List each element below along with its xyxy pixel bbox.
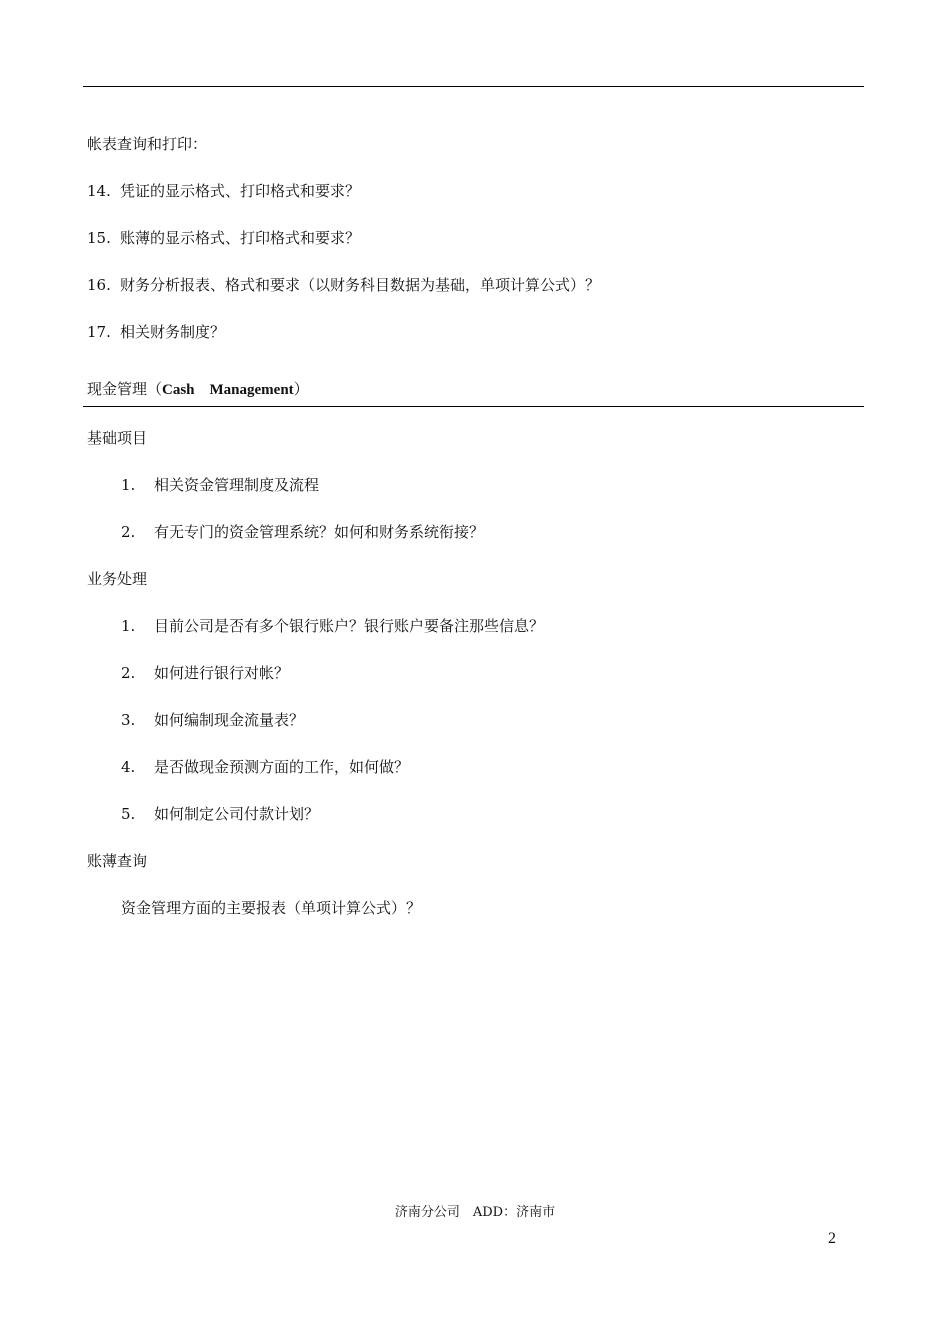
cash-management-title-en: Cash Management: [162, 382, 294, 398]
list-item-text: 是否做现金预测方面的工作，如何做？: [154, 758, 410, 776]
ledger-query-text: 资金管理方面的主要报表（单项计算公式）？: [121, 899, 422, 917]
list-item-text: 相关财务制度？: [120, 323, 226, 341]
header-rule: [83, 86, 864, 87]
list-item-text: 财务分析报表、格式和要求（以财务科目数据为基础，单项计算公式）？: [120, 276, 601, 294]
section-heading-business: 业务处理: [87, 570, 148, 588]
list-item-number: 14.: [87, 182, 111, 200]
list-item-number: 17.: [87, 323, 111, 341]
list-item: [121, 475, 319, 495]
section-rule: [83, 406, 864, 407]
list-item: [121, 663, 289, 683]
list-item: [87, 275, 600, 295]
section-heading-report-query: 帐表查询和打印：: [87, 135, 208, 153]
list-item: [121, 710, 304, 730]
list-item: [87, 228, 360, 248]
list-item-number: 16.: [87, 276, 111, 294]
list-item: [87, 322, 225, 342]
list-item-text: 如何编制现金流量表？: [154, 711, 305, 729]
list-item-text: 如何进行银行对帐？: [154, 664, 290, 682]
cash-management-heading: [87, 379, 309, 399]
list-item-number: 1.: [121, 617, 136, 635]
page-number: 2: [828, 1230, 836, 1247]
list-item: [87, 181, 360, 201]
section-heading-ledger-query: 账薄查询: [87, 852, 148, 870]
list-item-text: 有无专门的资金管理系统？如何和财务系统衔接？: [154, 523, 485, 541]
section-heading-basic-items: 基础项目: [87, 429, 148, 447]
cash-management-title-close: ）: [293, 380, 309, 398]
list-item-number: 15.: [87, 229, 111, 247]
list-item-text: 如何制定公司付款计划？: [154, 805, 320, 823]
list-item-number: 3.: [121, 711, 136, 729]
list-item: [121, 616, 544, 636]
list-item-number: 5.: [121, 805, 136, 823]
list-item-number: 2.: [121, 523, 136, 541]
list-item: [121, 804, 319, 824]
list-item: [121, 757, 409, 777]
list-item-text: 目前公司是否有多个银行账户？银行账户要备注那些信息？: [154, 617, 545, 635]
cash-management-title-cn: 现金管理（: [87, 380, 163, 398]
list-item-number: 1.: [121, 476, 136, 494]
list-item-number: 2.: [121, 664, 136, 682]
list-item: [121, 522, 484, 542]
list-item-number: 4.: [121, 758, 136, 776]
page-footer: 济南分公司 ADD：济南市: [394, 1205, 556, 1220]
list-item-text: 凭证的显示格式、打印格式和要求？: [120, 182, 361, 200]
list-item-text: 账薄的显示格式、打印格式和要求？: [120, 229, 361, 247]
list-item-text: 相关资金管理制度及流程: [154, 476, 320, 494]
